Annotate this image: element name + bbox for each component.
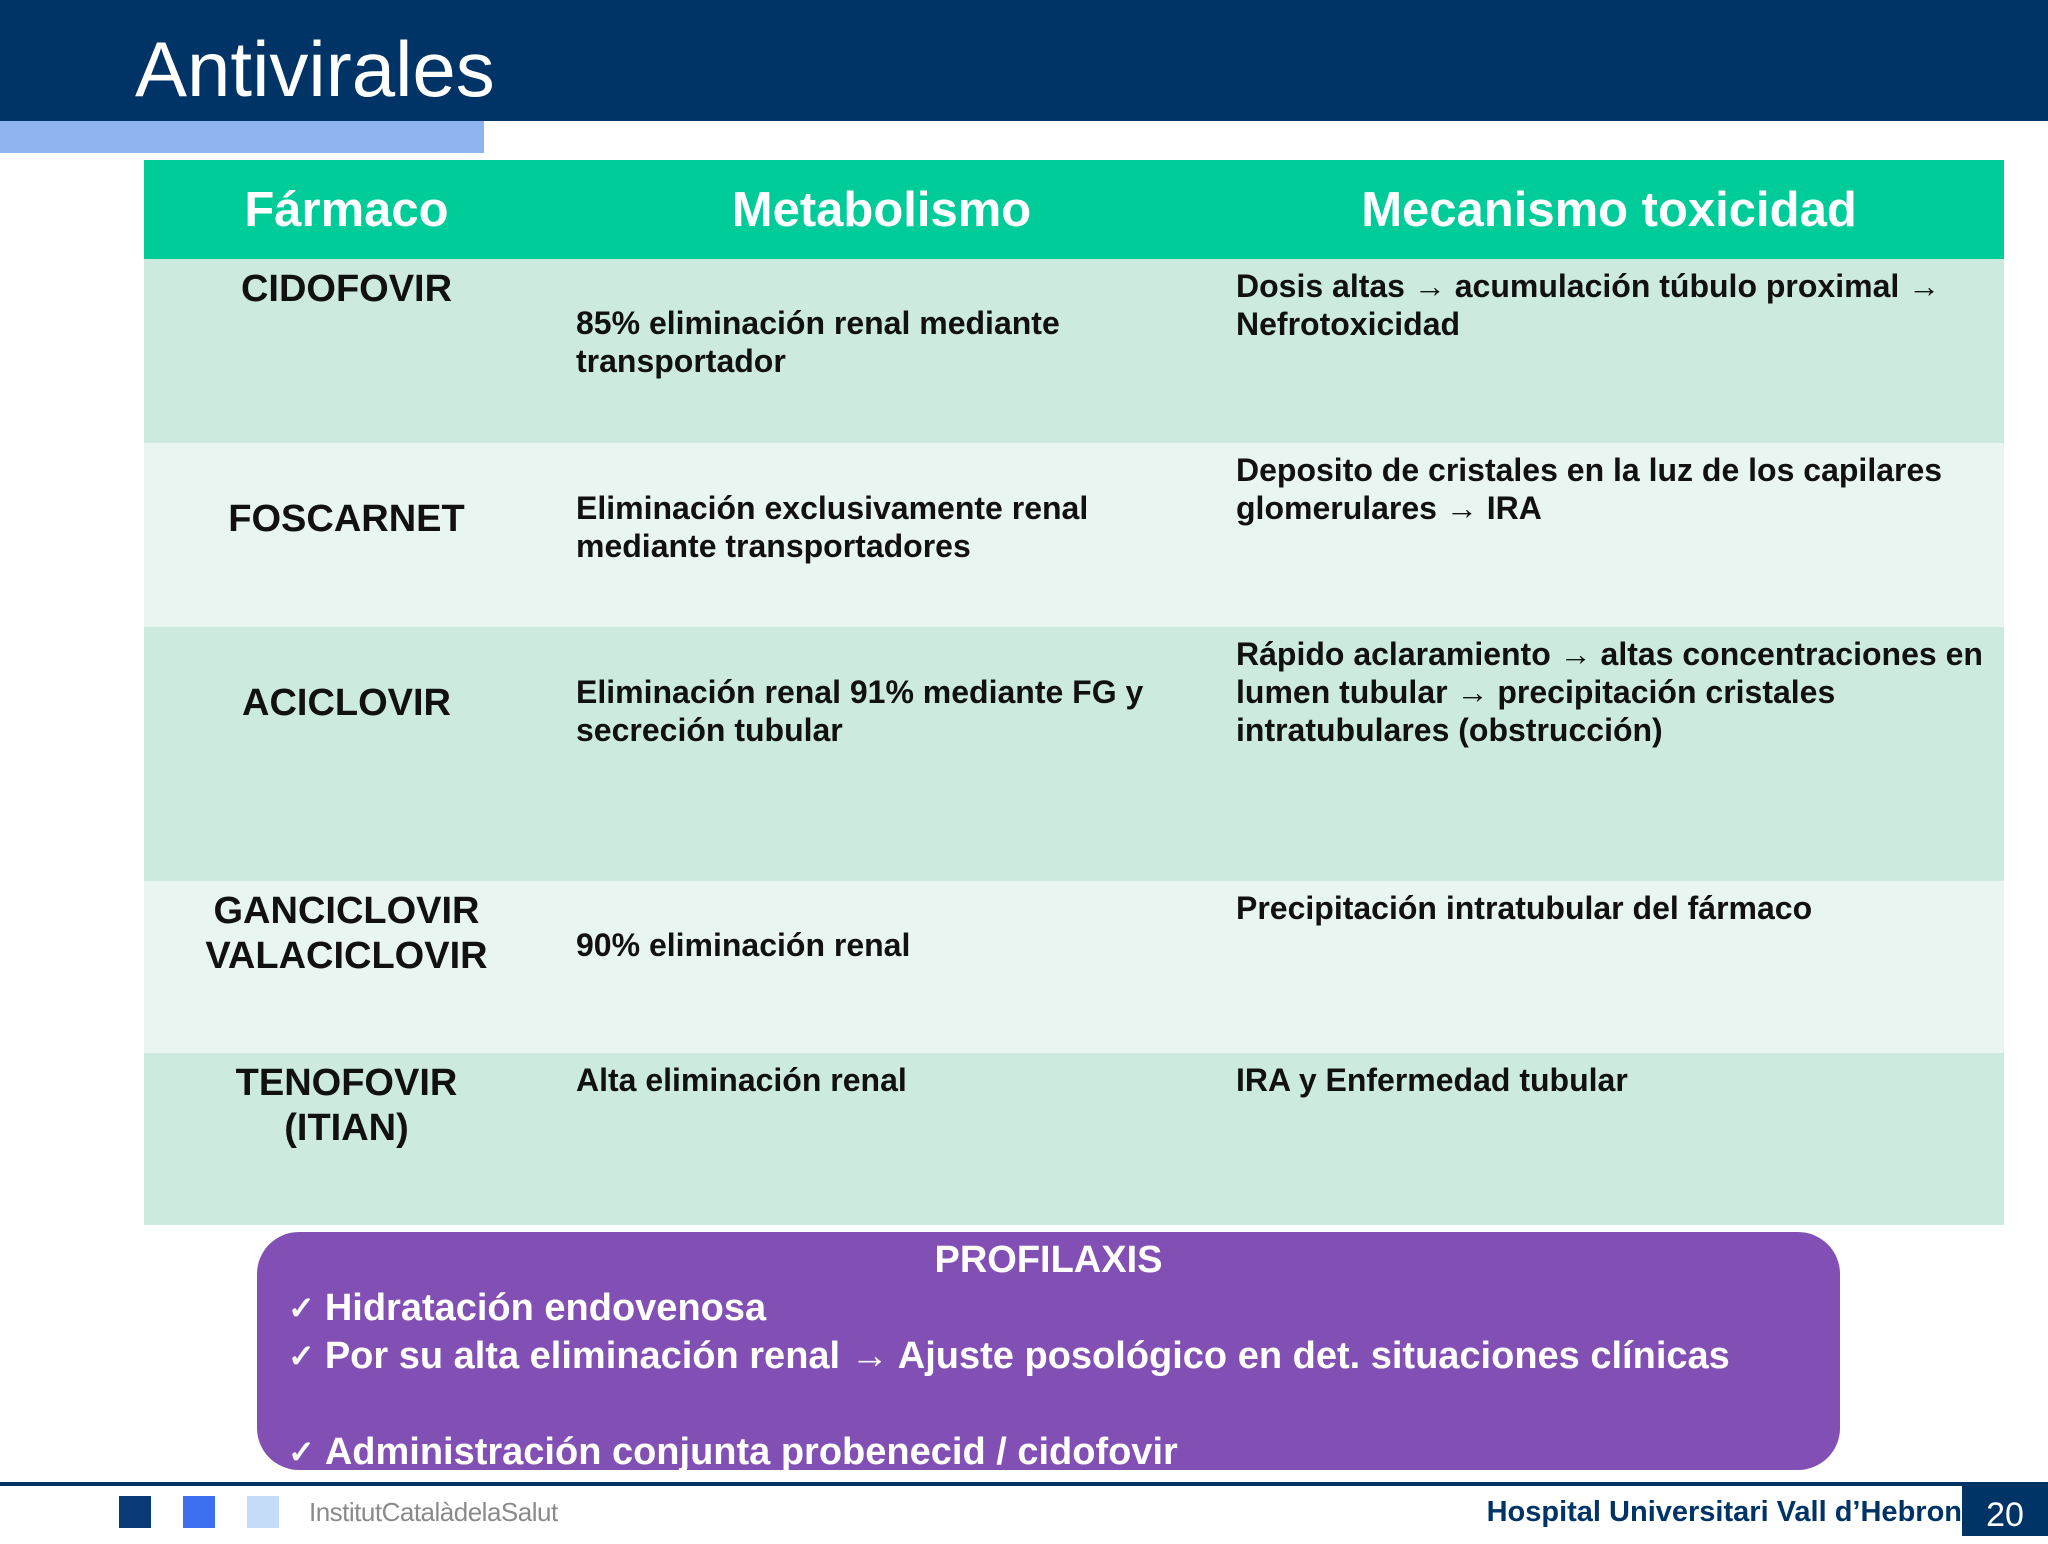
institut-catala-salut-logo: InstitutCatalàdelaSalut <box>309 1497 558 1527</box>
slide-title: Antivirales <box>135 25 495 113</box>
table-row <box>144 1053 2004 1225</box>
profilaxis-item-text: Hidratación endovenosa <box>324 1287 767 1329</box>
drug-name: FOSCARNET <box>228 498 465 540</box>
footer-square-medium <box>183 1496 215 1528</box>
hospital-name: Hospital Universitari Vall d’Hebron <box>1486 1496 1962 1528</box>
toxicity-text: Precipitación intratubular del fármaco <box>1236 890 1813 926</box>
metabolism-text: 85% eliminación renal mediante transportador <box>576 305 1060 379</box>
toxicity-text: IRA y Enfermedad tubular <box>1236 1062 1628 1098</box>
drug-name: ACICLOVIR <box>242 682 451 724</box>
checkmark-icon: ✓ <box>288 1338 315 1374</box>
page-number: 20 <box>1962 1486 2048 1536</box>
footer-divider <box>0 1482 2048 1486</box>
profilaxis-title: PROFILAXIS <box>934 1239 1163 1281</box>
metabolism-text: Eliminación exclusivamente renal mediante transportadores <box>576 490 1089 564</box>
table-header <box>144 160 2004 259</box>
profilaxis-item <box>288 1332 1808 1380</box>
profilaxis-item <box>288 1428 1808 1476</box>
checkmark-icon: ✓ <box>288 1290 315 1326</box>
profilaxis-item <box>288 1284 1808 1332</box>
table-row <box>144 627 2004 881</box>
table-row <box>144 443 2004 627</box>
profilaxis-box <box>257 1232 1840 1473</box>
toxicity-text: Deposito de cristales en la luz de los capilares glomerulares → IRA <box>1236 452 1943 526</box>
table-row <box>144 881 2004 1053</box>
metabolism-text: Eliminación renal 91% mediante FG y secreción tubular <box>576 674 1144 748</box>
antivirals-table <box>144 160 2004 1225</box>
drug-name: TENOFOVIR (ITIAN) <box>235 1062 458 1149</box>
profilaxis-item-text: Por su alta eliminación renal → Ajuste posológico en det. situaciones clínicas <box>324 1335 1730 1377</box>
header-toxicidad: Mecanismo toxicidad <box>1361 182 1857 237</box>
toxicity-text: Rápido aclaramiento → altas concentraciones en lumen tubular → precipitación cristales intratubulares (obstrucción) <box>1236 636 1983 748</box>
profilaxis-item-text: Administración conjunta probenecid / cidofovir <box>324 1431 1178 1473</box>
header-farmaco: Fármaco <box>244 182 449 237</box>
footer-square-dark <box>119 1496 151 1528</box>
metabolism-text: 90% eliminación renal <box>576 927 911 963</box>
toxicity-text: Dosis altas → acumulación túbulo proximal → Nefrotoxicidad <box>1236 268 1941 342</box>
table-row <box>144 259 2004 443</box>
checkmark-icon: ✓ <box>288 1434 315 1470</box>
drug-name: CIDOFOVIR <box>240 268 453 310</box>
footer-square-light <box>247 1496 279 1528</box>
header-metabolismo: Metabolismo <box>731 182 1032 237</box>
title-accent-bar <box>0 121 484 153</box>
drug-name: GANCICLOVIR VALACICLOVIR <box>205 890 488 977</box>
metabolism-text: Alta eliminación renal <box>576 1062 907 1098</box>
